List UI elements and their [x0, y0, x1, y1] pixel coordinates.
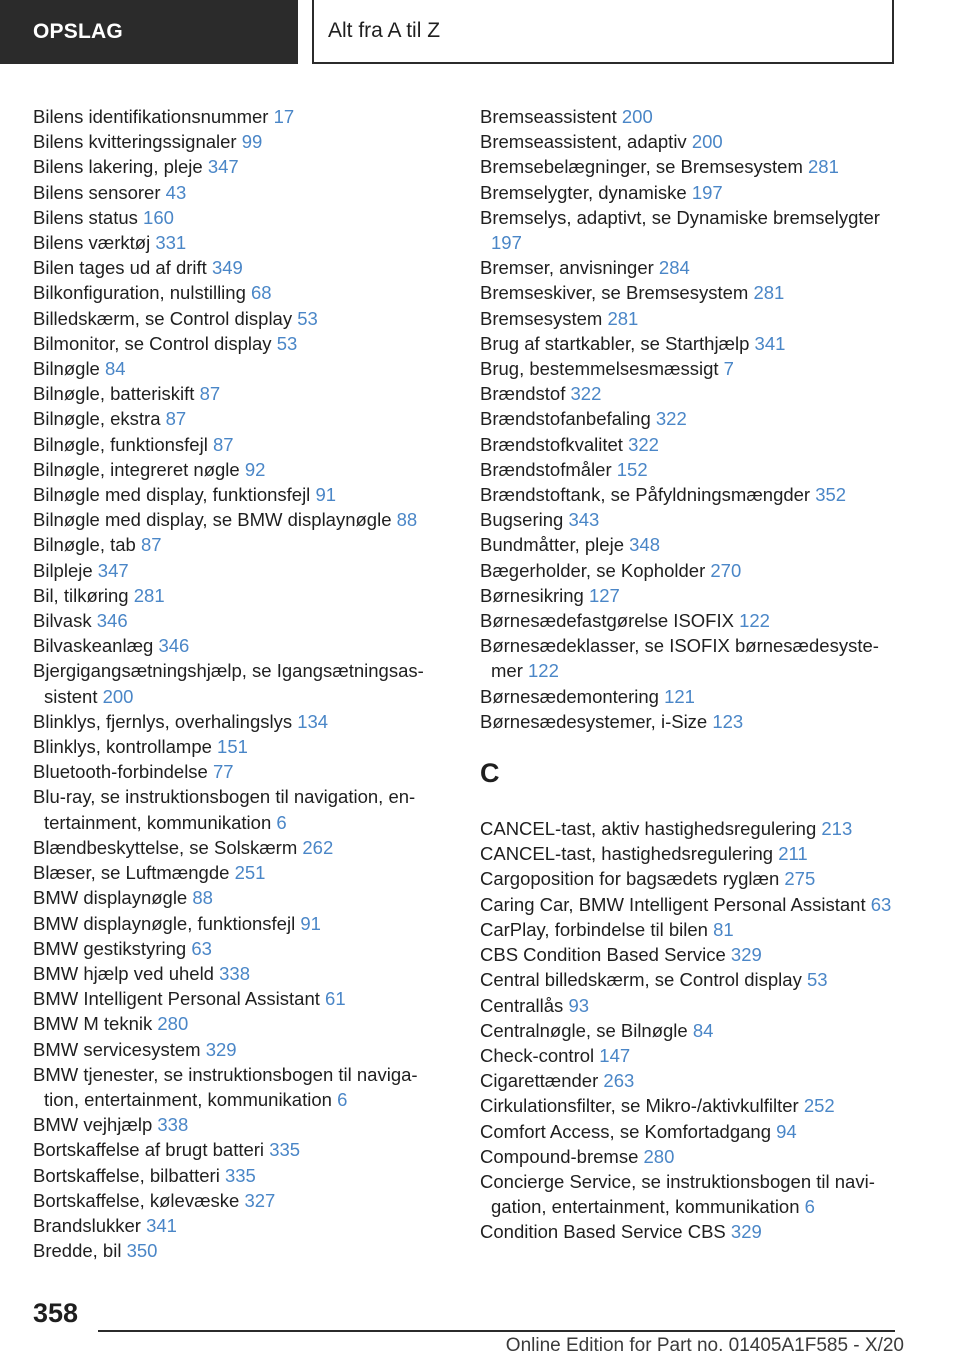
index-entry	[480, 1169, 892, 1219]
index-term: Cigarettænder	[480, 1070, 599, 1092]
page-reference-link[interactable]: 91	[315, 484, 337, 506]
page-reference-link[interactable]: 280	[157, 1013, 189, 1035]
page-header	[312, 0, 894, 64]
index-group-c	[480, 816, 892, 1244]
page-reference-link[interactable]: 338	[157, 1114, 189, 1136]
index-term: Bilens kvitteringssignaler	[33, 131, 237, 153]
index-entry	[33, 734, 443, 759]
index-entry	[33, 482, 443, 507]
index-term: Børnesædesystemer, i-Size	[480, 710, 708, 732]
index-term: Bilnøgle, ekstra	[33, 408, 161, 430]
index-term: Concierge Service, se instruktionsbogen til navigation, entertainment, kommunikation	[480, 1170, 875, 1218]
index-entry	[33, 860, 443, 885]
index-term: Bremser, anvisninger	[480, 257, 654, 279]
page-reference-link[interactable]: 270	[710, 559, 742, 581]
index-term: Brug af startkabler, se Starthjælp	[480, 332, 750, 354]
index-entry	[33, 129, 443, 154]
footer-divider	[98, 1330, 895, 1332]
index-term: Bremsebelægninger, se Bremsesystem	[480, 156, 803, 178]
index-term: BMW Intelligent Personal Assistant	[33, 988, 320, 1010]
index-term: Centrallås	[480, 994, 564, 1016]
index-entry	[480, 129, 892, 154]
index-entry	[33, 1062, 443, 1112]
index-entry	[480, 608, 892, 633]
index-entry	[480, 331, 892, 356]
index-term: Bremseskiver, se Bremsesystem	[480, 282, 749, 304]
index-entry	[33, 1163, 443, 1188]
index-term: Bilen tages ud af drift	[33, 257, 207, 279]
index-entry	[480, 583, 892, 608]
index-entry	[480, 205, 892, 255]
page-reference-link[interactable]: 147	[599, 1044, 631, 1066]
index-entry	[33, 784, 443, 834]
index-entry	[33, 835, 443, 860]
index-term: Blu-ray, se instruktionsbogen til navigation, entertainment, kommunikation	[33, 786, 416, 833]
index-term: CarPlay, forbindelse til bilen	[480, 918, 708, 940]
index-term: Brændstofanbefaling	[480, 408, 651, 430]
index-term: Compound-bremse	[480, 1145, 639, 1167]
page-reference-link[interactable]: 87	[165, 408, 187, 430]
page-reference-link[interactable]: 346	[96, 610, 128, 632]
index-term: Bremselygter, dynamiske	[480, 181, 687, 203]
page-reference-link[interactable]: 99	[241, 131, 263, 153]
index-term: Bjergigangsætningshjælp, se Igangsætningsassistent	[33, 660, 424, 707]
page-reference-link[interactable]: 121	[664, 685, 695, 707]
index-entry	[480, 866, 892, 891]
index-entry	[480, 993, 892, 1018]
page-reference-link[interactable]: 322	[655, 408, 687, 430]
index-term: BMW displaynøgle	[33, 887, 188, 909]
index-term: Check-control	[480, 1044, 595, 1066]
index-entry	[480, 1119, 892, 1144]
index-term: Cargoposition for bagsædets ryglæn	[480, 868, 780, 890]
index-term: Brandslukker	[33, 1214, 141, 1236]
page-reference-link[interactable]: 123	[712, 710, 744, 732]
index-entry	[480, 457, 892, 482]
index-term: Bundmåtter, pleje	[480, 534, 624, 556]
page-reference-link[interactable]: 127	[588, 584, 620, 606]
page-reference-link[interactable]: 94	[776, 1120, 797, 1142]
index-entry	[33, 961, 443, 986]
page-reference-link[interactable]: 251	[234, 862, 266, 884]
index-term: Børnesædeklasser, se ISOFIX børnesædesystemer	[480, 635, 879, 682]
page-reference-link[interactable]: 281	[133, 584, 165, 606]
index-term: Bægerholder, se Kopholder	[480, 559, 706, 581]
page-reference-link[interactable]: 87	[212, 433, 234, 455]
page-reference-link[interactable]: 152	[616, 458, 648, 480]
index-entry	[480, 1018, 892, 1043]
index-term: Bugsering	[480, 509, 564, 531]
index-entry	[33, 709, 443, 734]
index-term: BMW tjenester, se instruktionsbogen til navigation, entertainment, kommunikation	[33, 1063, 418, 1110]
page-reference-link[interactable]: 347	[207, 156, 239, 178]
page-reference-link[interactable]: 280	[643, 1145, 675, 1167]
index-term: BMW gestikstyring	[33, 937, 187, 959]
index-entry	[480, 1093, 892, 1118]
index-entry	[33, 457, 443, 482]
page-reference-link[interactable]: 88	[192, 887, 213, 909]
index-column-left	[33, 104, 443, 1263]
index-column-right	[480, 104, 892, 1245]
page-reference-link[interactable]: 84	[104, 358, 126, 380]
page-reference-link[interactable]: 281	[753, 282, 785, 304]
page-number: 358	[33, 1298, 79, 1328]
page-reference-link[interactable]: 329	[205, 1038, 237, 1060]
index-entry	[33, 432, 443, 457]
page-reference-link[interactable]: 87	[140, 534, 162, 556]
page-reference-link[interactable]: 63	[191, 937, 212, 959]
index-entry	[480, 432, 892, 457]
index-entry	[33, 1188, 443, 1213]
page-reference-link[interactable]: 92	[244, 458, 266, 480]
page-reference-link[interactable]: 160	[143, 206, 174, 228]
index-entry	[33, 507, 443, 532]
index-entry	[480, 709, 892, 734]
page-reference-link[interactable]: 329	[730, 1221, 762, 1243]
index-entry	[33, 532, 443, 557]
index-term: Børnesikring	[480, 584, 584, 606]
index-entry	[33, 230, 443, 255]
index-entry	[33, 911, 443, 936]
index-group-b	[480, 104, 892, 734]
page-reference-link[interactable]: 43	[165, 181, 187, 203]
index-entry	[480, 1068, 892, 1093]
page-reference-link[interactable]: 200	[621, 106, 653, 127]
page-reference-link[interactable]: 335	[224, 1164, 256, 1186]
index-term: Børnesædefastgørelse ISOFIX	[480, 610, 734, 632]
page-reference-link[interactable]: 6	[337, 1088, 348, 1110]
index-term: Caring Car, BMW Intelligent Personal Assistant	[480, 893, 866, 915]
page-reference-link[interactable]: 350	[126, 1240, 158, 1262]
index-term: Bilens værktøj	[33, 232, 151, 254]
index-term: Bremselys, adaptivt, se Dynamiske bremselygter	[480, 206, 880, 228]
index-term: Bremseassistent, adaptiv	[480, 131, 687, 153]
page-reference-link[interactable]: 263	[603, 1070, 635, 1092]
index-entry	[480, 255, 892, 280]
index-entry	[33, 583, 443, 608]
index-term: Billedskærm, se Control display	[33, 307, 293, 329]
page-reference-link[interactable]: 197	[491, 232, 522, 254]
page-reference-link[interactable]: 200	[102, 685, 134, 707]
index-term: Bilvaskeanlæg	[33, 635, 154, 657]
index-term: Condition Based Service CBS	[480, 1221, 726, 1243]
index-term: CANCEL-tast, aktiv hastighedsregulering	[480, 818, 817, 840]
index-term: Bilvask	[33, 610, 92, 632]
index-entry	[33, 1011, 443, 1036]
page-reference-link[interactable]: 7	[723, 358, 734, 380]
page-reference-link[interactable]: 275	[784, 868, 816, 890]
index-entry	[33, 180, 443, 205]
index-term: Bilnøgle, funktionsfejl	[33, 433, 208, 455]
index-term: Bilpleje	[33, 559, 93, 581]
index-term: BMW servicesystem	[33, 1038, 201, 1060]
index-term: Blinklys, kontrollampe	[33, 736, 212, 758]
index-term: Brændstofkvalitet	[480, 433, 623, 455]
index-term: Bortskaffelse, bilbatteri	[33, 1164, 220, 1186]
page-reference-link[interactable]: 284	[658, 257, 690, 279]
index-term: Brændstoftank, se Påfyldningsmængder	[480, 484, 811, 506]
page-reference-link[interactable]: 134	[297, 710, 329, 732]
index-term: Bilnøgle, tab	[33, 534, 136, 556]
index-entry	[480, 967, 892, 992]
section-tab-label: OPSLAG	[33, 20, 123, 43]
page-reference-link[interactable]: 211	[778, 843, 808, 865]
index-entry	[480, 684, 892, 709]
index-entry	[480, 558, 892, 583]
index-entry	[33, 936, 443, 961]
index-entry	[480, 1144, 892, 1169]
index-term: Bortskaffelse, kølevæske	[33, 1189, 240, 1211]
index-term: Bilkonfiguration, nulstilling	[33, 282, 246, 304]
page-reference-link[interactable]: 63	[870, 893, 892, 915]
page-reference-link[interactable]: 281	[607, 307, 639, 329]
index-entry	[480, 841, 892, 866]
index-entry	[33, 306, 443, 331]
page-reference-link[interactable]: 338	[219, 962, 250, 984]
index-entry	[33, 633, 443, 658]
index-term: Bilnøgle med display, se BMW displaynøgle	[33, 509, 392, 531]
index-entry	[33, 1137, 443, 1162]
index-entry	[33, 558, 443, 583]
index-term: Bortskaffelse af brugt batteri	[33, 1139, 265, 1161]
index-entry	[33, 381, 443, 406]
page-reference-link[interactable]: 87	[199, 383, 221, 405]
page-title: Alt fra A til Z	[328, 19, 441, 42]
index-entry	[480, 356, 892, 381]
index-term: Bredde, bil	[33, 1240, 122, 1262]
index-term: Bilens status	[33, 206, 138, 228]
index-entry	[480, 1043, 892, 1068]
page-reference-link[interactable]: 327	[244, 1189, 276, 1211]
index-term: Blæser, se Luftmængde	[33, 862, 230, 884]
index-entry	[480, 532, 892, 557]
index-entry	[33, 885, 443, 910]
index-entry	[480, 381, 892, 406]
index-entry	[480, 104, 892, 129]
index-term: CBS Condition Based Service	[480, 944, 726, 966]
index-term: CANCEL-tast, hastighedsregulering	[480, 843, 774, 865]
index-entry	[480, 633, 892, 683]
index-entry	[33, 104, 443, 129]
index-entry	[33, 1238, 443, 1263]
page-reference-link[interactable]: 93	[568, 994, 590, 1016]
index-term: Børnesædemontering	[480, 685, 659, 707]
index-term: Bluetooth-forbindelse	[33, 761, 208, 783]
index-entry	[33, 658, 443, 708]
index-term: Bilnøgle med display, funktionsfejl	[33, 484, 311, 506]
index-entry	[33, 255, 443, 280]
index-entry	[33, 280, 443, 305]
index-entry	[480, 892, 892, 917]
index-entry	[480, 507, 892, 532]
page-reference-link[interactable]: 68	[251, 282, 272, 304]
index-entry	[33, 205, 443, 230]
index-entry	[480, 482, 892, 507]
index-entry	[33, 986, 443, 1011]
page-reference-link[interactable]: 77	[212, 761, 234, 783]
index-entry	[33, 608, 443, 633]
page-reference-link[interactable]: 348	[629, 534, 660, 556]
index-entry	[480, 280, 892, 305]
page-reference-link[interactable]: 341	[146, 1214, 177, 1236]
section-tab	[0, 0, 298, 64]
page-reference-link[interactable]: 122	[528, 660, 559, 682]
index-entry	[480, 406, 892, 431]
index-term: Bilnøgle, batteriskift	[33, 383, 195, 405]
page-reference-link[interactable]: 122	[739, 610, 770, 632]
index-term: Bilnøgle, integreret nøgle	[33, 458, 240, 480]
page-reference-link[interactable]: 352	[815, 484, 847, 506]
page-reference-link[interactable]: 347	[97, 559, 129, 581]
index-entry	[33, 1037, 443, 1062]
page-reference-link[interactable]: 349	[211, 257, 243, 279]
index-entry	[33, 1112, 443, 1137]
index-term: Bilens identifikationsnummer	[33, 106, 269, 127]
index-term: Brændstofmåler	[480, 458, 612, 480]
index-entry	[480, 154, 892, 179]
index-entry	[480, 180, 892, 205]
index-term: Cirkulationsfilter, se Mikro-/aktivkulfilter	[480, 1095, 799, 1117]
page-reference-link[interactable]: 17	[273, 106, 295, 127]
index-term: Centralnøgle, se Bilnøgle	[480, 1019, 688, 1041]
page-reference-link[interactable]: 262	[302, 836, 334, 858]
index-entry	[480, 1219, 892, 1244]
index-entry	[33, 331, 443, 356]
page-reference-link[interactable]: 197	[691, 181, 723, 203]
index-term: Blinklys, fjernlys, overhalingslys	[33, 710, 293, 732]
section-letter-c: C	[480, 758, 500, 789]
index-term: Comfort Access, se Komfortadgang	[480, 1120, 771, 1142]
edition-text: Online Edition for Part no. 01405A1F585 - X/20	[505, 1335, 904, 1356]
page-reference-link[interactable]: 200	[691, 131, 723, 153]
index-entry	[480, 917, 892, 942]
index-term: Bilnøgle	[33, 358, 100, 380]
page-reference-link[interactable]: 6	[276, 811, 287, 833]
index-term: Bremseassistent	[480, 106, 617, 127]
page-reference-link[interactable]: 252	[803, 1095, 835, 1117]
page-reference-link[interactable]: 88	[396, 509, 418, 531]
index-entry	[33, 1213, 443, 1238]
page-reference-link[interactable]: 343	[568, 509, 600, 531]
index-entry	[33, 356, 443, 381]
page-reference-link[interactable]: 281	[808, 156, 839, 178]
page-reference-link[interactable]: 329	[730, 944, 762, 966]
page-reference-link[interactable]: 346	[158, 635, 190, 657]
index-term: Brug, bestemmelsesmæssigt	[480, 358, 719, 380]
index-entry	[33, 154, 443, 179]
index-term: BMW M teknik	[33, 1013, 153, 1035]
page-reference-link[interactable]: 322	[628, 433, 659, 455]
index-entry	[33, 406, 443, 431]
index-term: Central billedskærm, se Control display	[480, 969, 802, 991]
index-term: Bilens sensorer	[33, 181, 161, 203]
index-entry	[480, 816, 892, 841]
page-reference-link[interactable]: 335	[269, 1139, 301, 1161]
index-term: Bil, tilkøring	[33, 584, 129, 606]
index-term: BMW displaynøgle, funktionsfejl	[33, 912, 296, 934]
index-entry	[480, 942, 892, 967]
page-reference-link[interactable]: 61	[325, 988, 346, 1010]
index-term: Brændstof	[480, 383, 566, 405]
index-term: Bremsesystem	[480, 307, 603, 329]
index-term: Bilens lakering, pleje	[33, 156, 203, 178]
page-reference-link[interactable]: 341	[754, 332, 786, 354]
index-term: Bilmonitor, se Control display	[33, 332, 272, 354]
page-reference-link[interactable]: 331	[155, 232, 187, 254]
page-reference-link[interactable]: 84	[692, 1019, 714, 1041]
page-reference-link[interactable]: 91	[300, 912, 321, 934]
page-reference-link[interactable]: 151	[217, 736, 248, 758]
page-reference-link[interactable]: 213	[821, 818, 853, 840]
page-reference-link[interactable]: 53	[806, 969, 828, 991]
index-term: BMW hjælp ved uheld	[33, 962, 214, 984]
page-reference-link[interactable]: 322	[570, 383, 602, 405]
index-term: Blændbeskyttelse, se Solskærm	[33, 836, 298, 858]
page-reference-link[interactable]: 6	[804, 1196, 815, 1218]
page-reference-link[interactable]: 53	[276, 332, 298, 354]
index-entry	[33, 759, 443, 784]
index-term: BMW vejhjælp	[33, 1114, 153, 1136]
index-entry	[480, 306, 892, 331]
page-reference-link[interactable]: 81	[713, 918, 734, 940]
page-reference-link[interactable]: 53	[297, 307, 318, 329]
